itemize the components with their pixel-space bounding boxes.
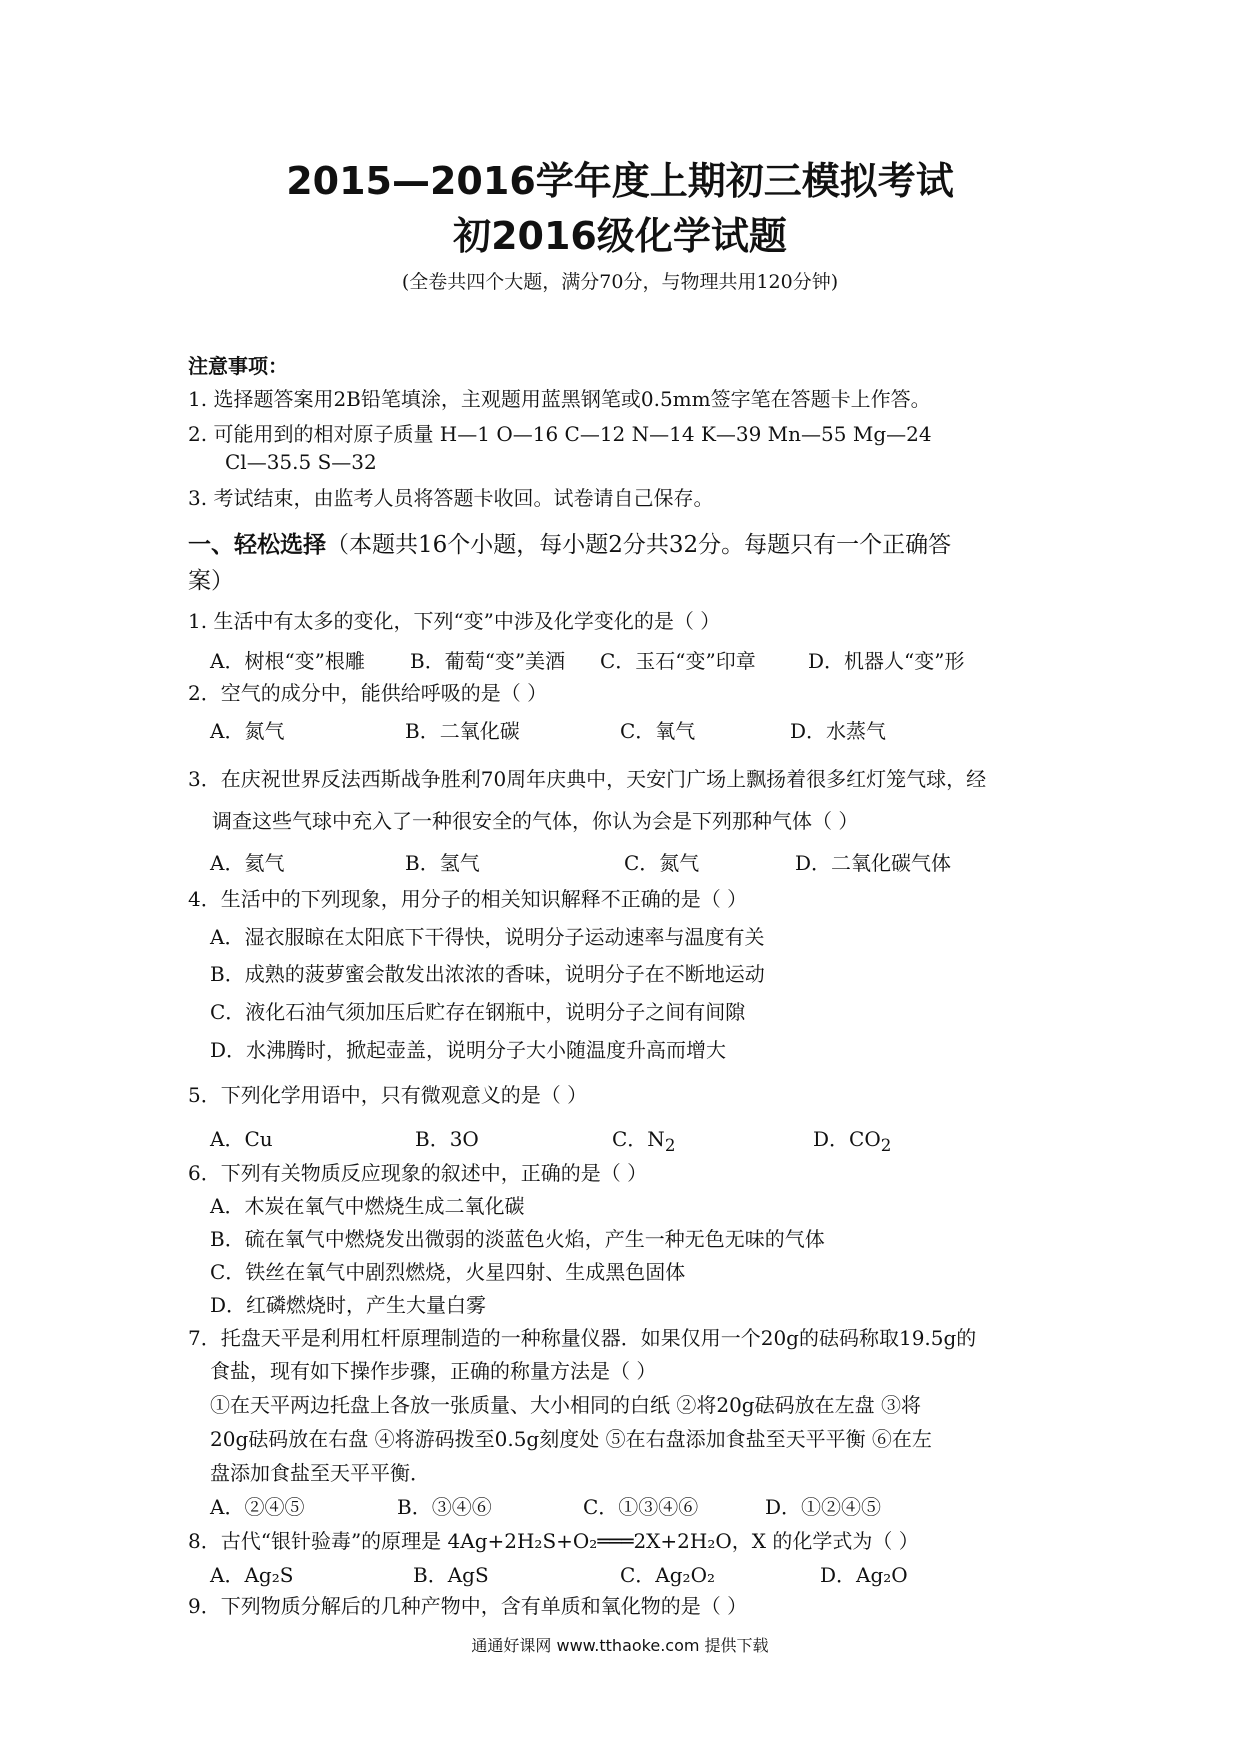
- question-6-stem: 6．下列有关物质反应现象的叙述中，正确的是（ ）: [188, 1161, 648, 1185]
- note-item-3: 3. 考试结束，由监考人员将答题卡收回。试卷请自己保存。: [188, 486, 714, 510]
- question-5-option-a: A．Cu: [210, 1127, 273, 1151]
- question-6-option-c: C．铁丝在氧气中剧烈燃烧，火星四射、生成黑色固体: [210, 1260, 686, 1284]
- question-2-option-c: C．氧气: [620, 719, 696, 743]
- question-7-option-a: A．②④⑤: [210, 1495, 305, 1519]
- notes-heading: 注意事项：: [188, 354, 288, 378]
- question-7-stem: 7．托盘天平是利用杠杆原理制造的一种称量仪器．如果仅用一个20g的砝码称取19.5g的: [188, 1326, 977, 1350]
- question-9-stem: 9．下列物质分解后的几种产物中，含有单质和氧化物的是（ ）: [188, 1594, 748, 1618]
- question-2-option-d: D．水蒸气: [790, 719, 887, 743]
- question-7-steps-line-3: 盘添加食盐至天平平衡．: [210, 1461, 430, 1485]
- question-4-stem: 4．生活中的下列现象，用分子的相关知识解释不正确的是（ ）: [188, 887, 748, 911]
- question-2-stem: 2．空气的成分中，能供给呼吸的是（ ）: [188, 681, 548, 705]
- question-5-option-d: [813, 1123, 891, 1155]
- question-7-steps-line-1: ①在天平两边托盘上各放一张质量、大小相同的白纸 ②将20g砝码放在左盘 ③将: [210, 1393, 921, 1417]
- section-1-desc: （本题共16个小题，每小题2分共32分。每题只有一个正确答: [326, 532, 952, 558]
- question-5-option-b: B．3O: [415, 1127, 479, 1151]
- question-8-option-c: C．Ag₂O₂: [620, 1563, 715, 1587]
- exam-subject-title: 初2016级化学试题: [453, 214, 787, 258]
- question-5-option-c-text: C．N: [612, 1127, 665, 1151]
- section-1-desc-cont: 案）: [188, 568, 234, 594]
- question-8-stem: 8．古代“银针验毒”的原理是 4Ag+2H₂S+O₂═══2X+2H₂O，X 的化学式为（ ）: [188, 1529, 919, 1553]
- question-6-option-b: B．硫在氧气中燃烧发出微弱的淡蓝色火焰，产生一种无色无味的气体: [210, 1227, 825, 1251]
- exam-title: 2015—2016学年度上期初三模拟考试: [286, 159, 954, 203]
- question-2-option-a: A．氮气: [210, 719, 285, 743]
- question-1-option-d: D．机器人“变”形: [808, 649, 965, 673]
- question-1-stem: 1. 生活中有太多的变化，下列“变”中涉及化学变化的是（ ）: [188, 609, 721, 633]
- question-5-option-d-text: D．CO: [813, 1127, 881, 1151]
- question-7-option-b: B．③④⑥: [397, 1495, 492, 1519]
- question-7-option-d: D．①②④⑤: [765, 1495, 882, 1519]
- question-4-option-b: B．成熟的菠萝蜜会散发出浓浓的香味，说明分子在不断地运动: [210, 962, 765, 986]
- question-1-option-c: C．玉石“变”印章: [600, 649, 756, 673]
- question-5-option-d-subscript: 2: [880, 1136, 892, 1155]
- note-item-2-cont: Cl—35.5 S—32: [225, 450, 377, 474]
- question-7-steps-line-2: 20g砝码放在右盘 ④将游码拨至0.5g刻度处 ⑤在右盘添加食盐至天平平衡 ⑥在左: [210, 1427, 932, 1451]
- question-8-option-d: D．Ag₂O: [820, 1563, 908, 1587]
- section-1-title: 一、轻松选择: [188, 532, 326, 558]
- question-8-option-a: A．Ag₂S: [210, 1563, 294, 1587]
- question-7-stem-cont: 食盐，现有如下操作步骤，正确的称量方法是（ ）: [210, 1359, 657, 1383]
- question-4-option-a: A．湿衣服晾在太阳底下干得快，说明分子运动速率与温度有关: [210, 925, 765, 949]
- question-4-option-d: D．水沸腾时，掀起壶盖，说明分子大小随温度升高而增大: [210, 1038, 727, 1062]
- question-8-option-b: B．AgS: [413, 1563, 489, 1587]
- question-1-option-a: A．树根“变”根雕: [210, 649, 365, 673]
- question-4-option-c: C．液化石油气须加压后贮存在钢瓶中，说明分子之间有间隙: [210, 1000, 746, 1024]
- exam-subtitle: (全卷共四个大题，满分70分，与物理共用120分钟): [401, 271, 839, 293]
- question-6-option-a: A．木炭在氧气中燃烧生成二氧化碳: [210, 1194, 525, 1218]
- question-3-stem: 3．在庆祝世界反法西斯战争胜利70周年庆典中，天安门广场上飘扬着很多红灯笼气球，经: [188, 767, 987, 791]
- question-3-stem-cont: 调查这些气球中充入了一种很安全的气体，你认为会是下列那种气体（ ）: [212, 809, 859, 833]
- question-5-option-c-subscript: 2: [664, 1136, 676, 1155]
- question-7-option-c: C．①③④⑥: [583, 1495, 699, 1519]
- question-5-option-c: [612, 1123, 675, 1155]
- question-3-option-b: B．氢气: [405, 851, 480, 875]
- question-6-option-d: D．红磷燃烧时，产生大量白雾: [210, 1293, 487, 1317]
- note-item-2: 2. 可能用到的相对原子质量 H—1 O—16 C—12 N—14 K—39 Mn—55 Mg—24: [188, 422, 932, 446]
- question-3-option-d: D．二氧化碳气体: [795, 851, 952, 875]
- note-item-1: 1. 选择题答案用2B铅笔填涂，主观题用蓝黑钢笔或0.5mm签字笔在答题卡上作答。: [188, 387, 931, 411]
- page-footer: 通通好课网 www.tthaoke.com 提供下载: [471, 1636, 769, 1655]
- section-1-heading: [188, 526, 951, 559]
- question-2-option-b: B．二氧化碳: [405, 719, 520, 743]
- question-5-stem: 5．下列化学用语中，只有微观意义的是（ ）: [188, 1083, 588, 1107]
- question-3-option-a: A．氦气: [210, 851, 285, 875]
- question-3-option-c: C．氮气: [624, 851, 700, 875]
- question-1-option-b: B．葡萄“变”美酒: [410, 649, 566, 673]
